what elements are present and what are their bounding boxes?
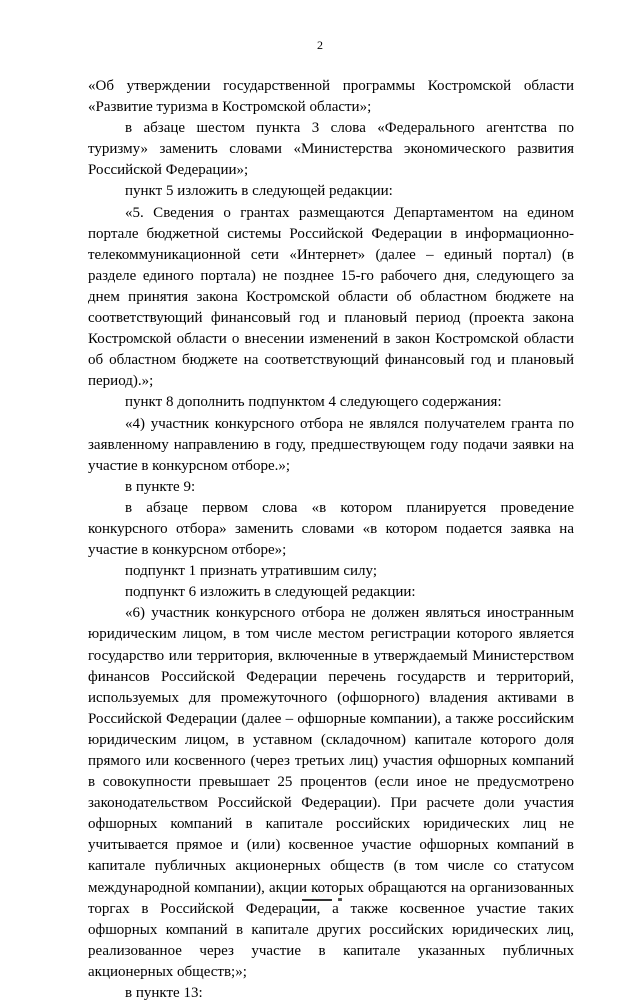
footer-scan-mark-dot [338,898,342,901]
paragraph-item-13-intro: в пункте 13: [125,985,203,1002]
paragraph-item-9-first-abzac: в абзаце первом слова «в котором планируется проведение конкурсного отбора» заменить словами «в котором подается заявка на участие в конкурсном отборе»; [88,499,574,559]
paragraph-item-3-amendment: в абзаце шестом пункта 3 слова «Федерального агентства по туризму» заменить словами «Министерства экономического развития Российской Федерации»; [88,120,574,179]
footer-scan-mark [302,899,332,901]
paragraph-subitem-6-intro: подпункт 6 изложить в следующей редакции: [125,584,416,601]
paragraph-subitem-6-text: «6) участник конкурсного отбора не должен являться иностранным юридическим лицом, в том числе местом регистрации которого является государство или территория, включенные в утверждаемый Министерством финансов Российской Федерации перечень государств и территорий, используемых для промежуточного (офшорного) владения активами в Российской Федерации (далее – офшорные компании), а также российским юридическим лицом, в уставном (складочном) капитале которого доля прямого или косвенного (через третьих лиц) участия офшорных компаний в совокупности превышает 25 процентов (если иное не предусмотрено законодательством Российской Федерации). При расчете доли участия офшорных компаний в капитале российских юридических лиц не учитывается прямое и (или) косвенное участие офшорных компаний в капитале публичных акционерных обществ (в том числе со статусом международной компании), акции которых обращаются на организованных торгах в Российской Федерации, а также косвенное участие таких офшорных компаний в капитале других российских юридических лиц, реализованное через участие в капитале указанных публичных акционерных обществ;»; [88,605,574,980]
document-body [88,76,574,1004]
paragraph-item-5-text: «5. Сведения о грантах размещаются Департаментом на едином портале бюджетной системы Российской Федерации в информационно-телекоммуникационной сети «Интернет» (далее – единый портал) (в разделе единого портала) не позднее 15-го рабочего дня, следующего за днем принятия закона Костромской области об областном бюджете на соответствующий финансовый год и плановый период (проекта закона Костромской области о внесении изменений в закон Костромской области об областном бюджете на соответствующий финансовый год и плановый период).»; [88,204,574,390]
paragraph-item-8-intro: пункт 8 дополнить подпунктом 4 следующего содержания: [125,394,502,411]
paragraph-item-5-intro: пункт 5 изложить в следующей редакции: [125,183,393,200]
paragraph-subitem-1-repeal: подпункт 1 признать утратившим силу; [125,563,377,580]
page-number: 2 [317,38,323,52]
paragraph-subitem-4-text: «4) участник конкурсного отбора не являлся получателем гранта по заявленному направлению в году, предшествующем году подачи заявки на участие в конкурсном отборе.»; [88,415,574,474]
paragraph-item-9-intro: в пункте 9: [125,478,196,495]
paragraph-program-title: «Об утверждении государственной программы Костромской области «Развитие туризма в Костромской области»; [88,78,574,116]
